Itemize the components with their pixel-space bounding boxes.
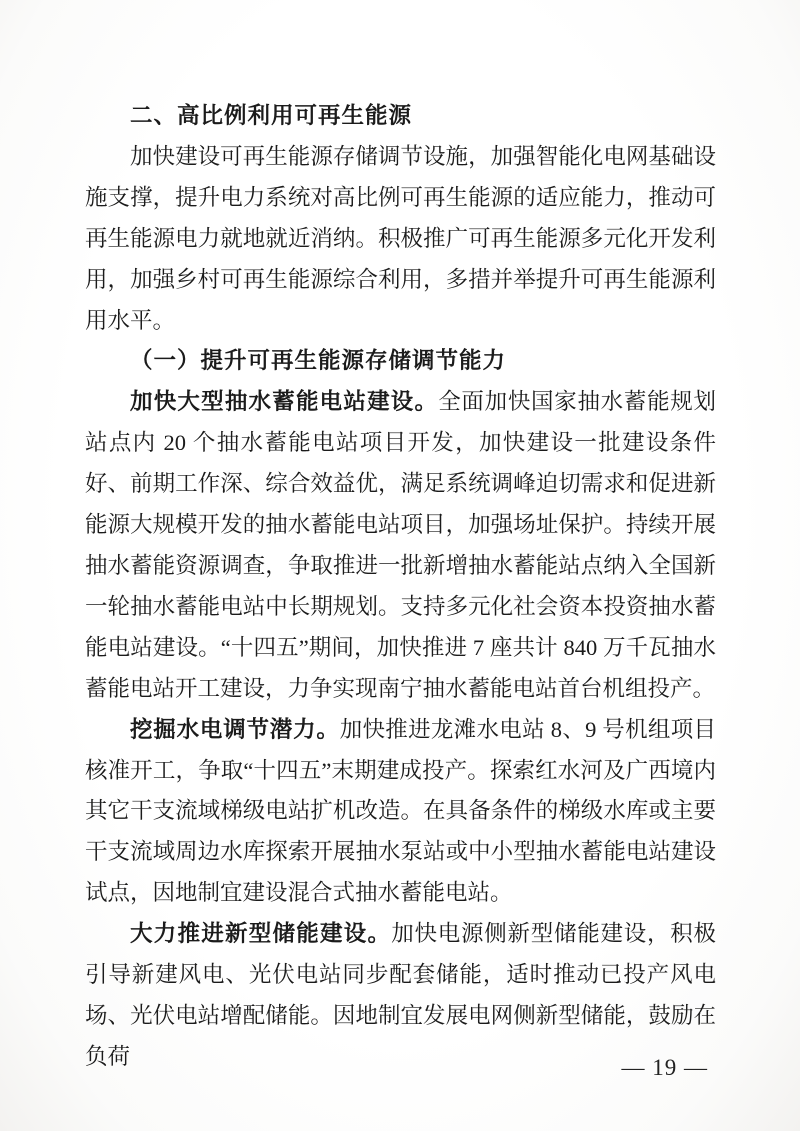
- paragraph-new-storage-lead: 大力推进新型储能建设。: [130, 921, 392, 947]
- document-body: [85, 96, 716, 1078]
- paragraph-hydropower-lead: 挖掘水电调节潜力。: [130, 716, 340, 742]
- section-heading: 二、高比例利用可再生能源: [130, 103, 413, 128]
- subsection-heading: （一）提升可再生能源存储调节能力: [130, 348, 507, 374]
- paragraph-hydropower: [85, 710, 716, 915]
- paragraph-pumped-storage-body: 全面加快国家抽水蓄能规划站点内 20 个抽水蓄能电站项目开发，加快建设一批建设条件好、前期工作深、综合效益优，满足系统调峰迫切需求和促进新能源大规模开发的抽水蓄能电站项目，加强场址保护。持续开展抽水蓄能资源调查，争取推进一批新增抽水蓄能站点纳入全国新一轮抽水蓄能电站中长期规划。支持多元化社会资本投资抽水蓄能电站建设。“十四五”期间，加快推进 7 座共计 840 万千瓦抽水蓄能电站开工建设，力争实现南宁抽水蓄能电站首台机组投产。: [85, 389, 716, 701]
- paragraph-new-storage: [85, 914, 716, 1078]
- paragraph-pumped-storage-lead: 加快大型抽水蓄能电站建设。: [130, 389, 439, 415]
- paragraph-hydropower-body: 加快推进龙滩水电站 8、9 号机组项目核准开工，争取“十四五”末期建成投产。探索红水河及广西境内其它干支流域梯级电站扩机改造。在具备条件的梯级水库或主要干支流域周边水库探索开展抽水泵站或中小型抽水蓄能电站建设试点，因地制宜建设混合式抽水蓄能电站。: [85, 716, 716, 906]
- paragraph-pumped-storage: [85, 382, 716, 709]
- page-number: — 19 —: [621, 1055, 708, 1080]
- intro-paragraph: 加快建设可再生能源存储调节设施，加强智能化电网基础设施支撑，提升电力系统对高比例可再生能源的适应能力，推动可再生能源电力就地就近消纳。积极推广可再生能源多元化开发利用，加强乡村可再生能源综合利用，多措并举提升可再生能源利用水平。: [85, 143, 716, 333]
- paragraph-new-storage-body: 加快电源侧新型储能建设，积极引导新建风电、光伏电站同步配套储能，适时推动已投产风电场、光伏电站增配储能。因地制宜发展电网侧新型储能，鼓励在负荷: [85, 921, 716, 1069]
